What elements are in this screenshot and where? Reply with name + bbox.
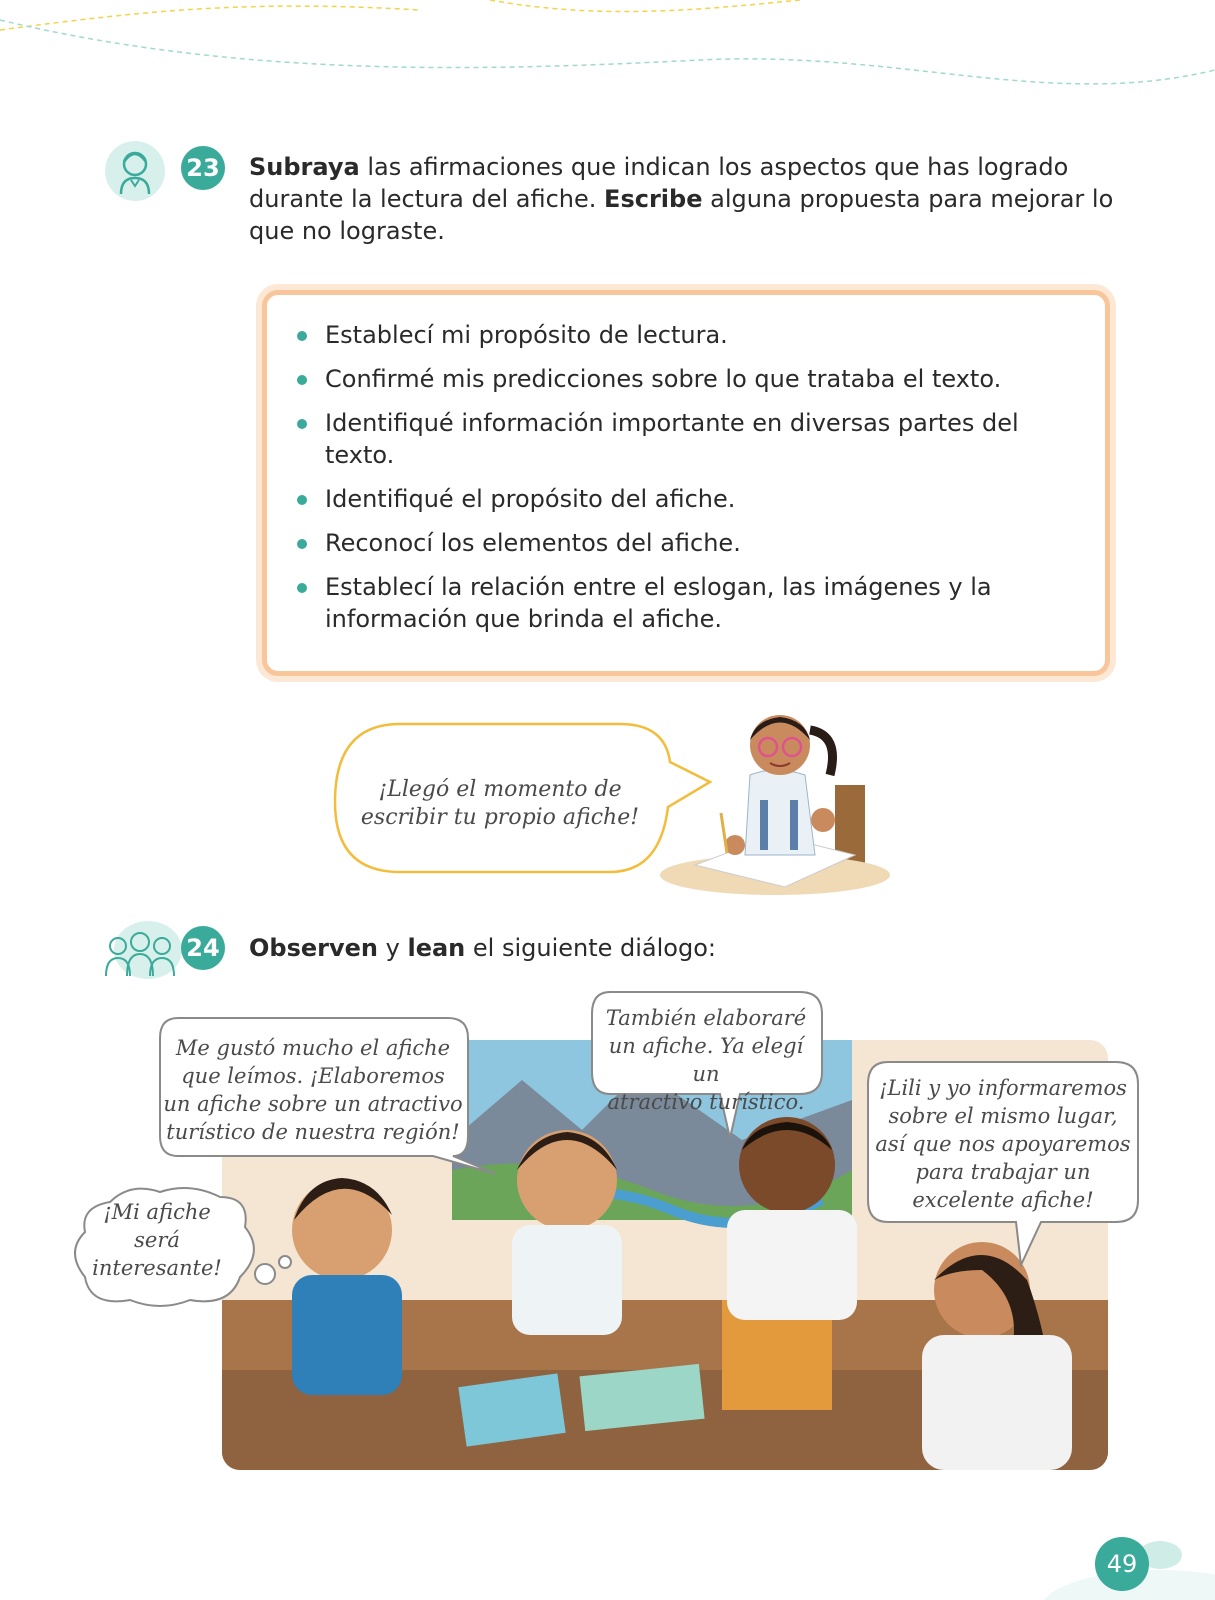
activity-number-badge: 23 xyxy=(181,146,225,190)
bullet-icon xyxy=(297,539,307,549)
instruction-text: alguna propuesta para mejorar lo que no lograste. xyxy=(249,185,1114,245)
list-item[interactable] xyxy=(297,363,1065,395)
speech-bubble-text xyxy=(866,1074,1140,1214)
instruction-verb: Observen xyxy=(249,934,378,962)
group-icon xyxy=(98,920,182,980)
page-number: 49 xyxy=(1095,1537,1149,1591)
speech-line: interesante! xyxy=(92,1256,222,1280)
list-item-text: Establecí mi propósito de lectura. xyxy=(325,321,728,349)
speech-line: un afiche. Ya elegí un xyxy=(608,1034,804,1086)
header-wave-decoration xyxy=(0,0,1215,120)
activity-number-badge: 24 xyxy=(181,926,225,970)
speech-bubble-text xyxy=(160,1034,466,1146)
bullet-icon xyxy=(297,495,307,505)
list-item[interactable] xyxy=(297,407,1065,471)
speech-line: excelente afiche! xyxy=(912,1188,1094,1212)
instruction-verb: lean xyxy=(407,934,466,962)
speech-line: También elaboraré xyxy=(605,1006,807,1030)
self-assessment-box xyxy=(262,290,1110,676)
speech-line: para trabajar un xyxy=(915,1160,1091,1184)
speech-bubble-text xyxy=(592,1004,820,1116)
speech-line: escribir tu propio afiche! xyxy=(360,805,640,830)
speech-line: ¡Lili y yo informaremos xyxy=(879,1076,1127,1100)
speech-line: ¡Mi afiche xyxy=(103,1200,211,1224)
speech-line: así que nos apoyaremos xyxy=(875,1132,1131,1156)
bullet-icon xyxy=(297,583,307,593)
activity-23-instruction xyxy=(249,151,1119,247)
speech-line: un afiche sobre un atractivo xyxy=(163,1092,463,1116)
instruction-text: las afirmaciones que indican los aspectos que has logrado durante la lectura del afiche. xyxy=(249,153,1069,213)
thought-bubble-text xyxy=(82,1198,232,1282)
bullet-icon xyxy=(297,331,307,341)
list-item[interactable] xyxy=(297,319,1065,351)
instruction-text: y xyxy=(378,934,408,962)
instruction-verb: Escribe xyxy=(604,185,703,213)
bullet-icon xyxy=(297,419,307,429)
speech-line: ¡Llegó el momento de xyxy=(378,777,622,802)
list-item-text: Reconocí los elementos del afiche. xyxy=(325,529,741,557)
bullet-icon xyxy=(297,375,307,385)
speech-line: Me gustó mucho el afiche xyxy=(175,1036,451,1060)
speech-line: sobre el mismo lugar, xyxy=(888,1104,1118,1128)
list-item[interactable] xyxy=(297,483,1065,515)
list-item-text: Confirmé mis predicciones sobre lo que trataba el texto. xyxy=(325,365,1002,393)
instruction-verb: Subraya xyxy=(249,153,360,181)
list-item-text: Identifiqué el propósito del afiche. xyxy=(325,485,736,513)
activity-24-instruction xyxy=(249,932,1119,964)
instruction-text: el siguiente diálogo: xyxy=(465,934,716,962)
student-icon xyxy=(104,140,166,202)
speech-line: que leímos. ¡Elaboremos xyxy=(181,1064,445,1088)
girl-writing-illustration xyxy=(655,705,895,900)
self-assessment-list xyxy=(267,295,1105,635)
list-item[interactable] xyxy=(297,527,1065,559)
list-item[interactable] xyxy=(297,571,1065,635)
speech-line: turístico de nuestra región! xyxy=(166,1120,460,1144)
list-item-text: Establecí la relación entre el eslogan, las imágenes y la información que brinda el afiche. xyxy=(325,573,992,633)
list-item-text: Identifiqué información importante en diversas partes del texto. xyxy=(325,409,1019,469)
speech-line: será xyxy=(134,1228,180,1252)
speech-line: atractivo turístico. xyxy=(607,1090,805,1114)
speech-bubble-text xyxy=(350,776,650,832)
